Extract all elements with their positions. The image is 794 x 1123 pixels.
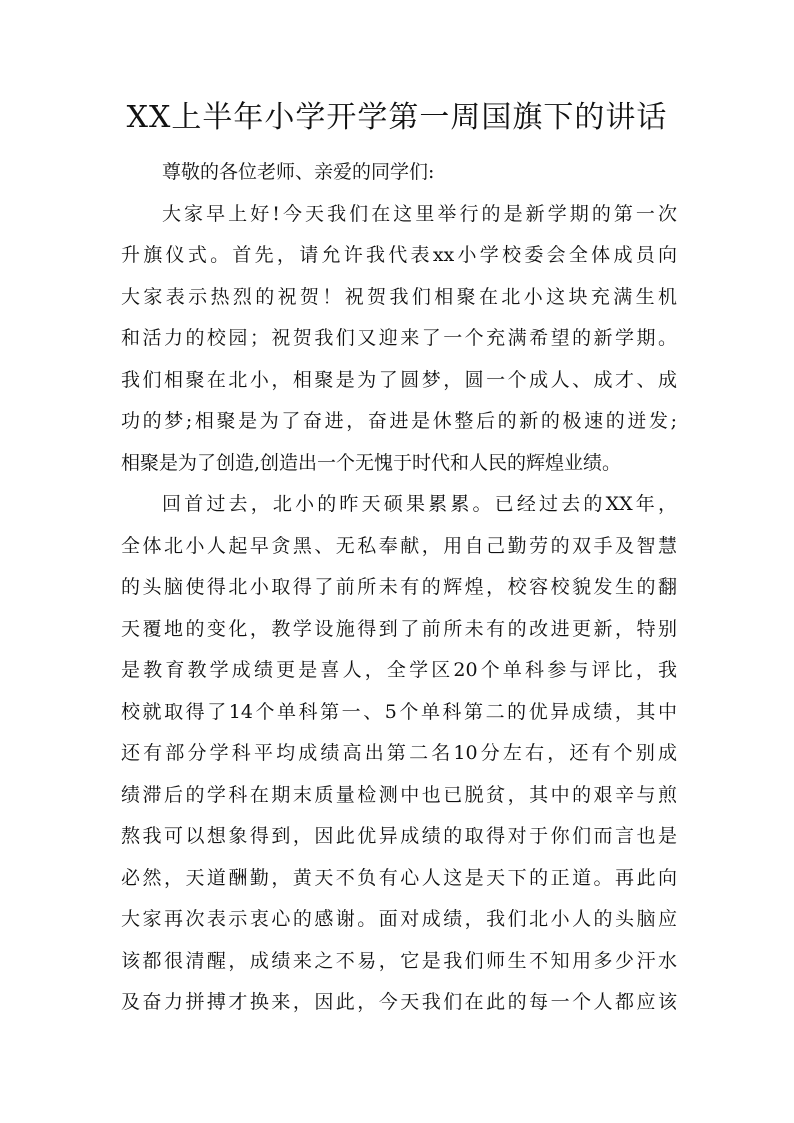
paragraph-line: 相聚是为了创造,创造出一个无愧于时代和人民的辉煌业绩。	[121, 451, 622, 474]
paragraph-line: 全体北小人起早贪黑、无私奉献，用自己勤劳的双手及智慧	[121, 534, 677, 557]
paragraph-line: 还有部分学科平均成绩高出第二名10分左右，还有个别成	[121, 742, 677, 764]
salutation-line: 尊敬的各位老师、亲爱的同学们:	[162, 161, 435, 183]
paragraph-line: 和活力的校园；祝贺我们又迎来了一个充满希望的新学期。	[121, 327, 677, 349]
paragraph-line: 的头脑使得北小取得了前所未有的辉煌，校容校貌发生的翻	[121, 576, 677, 598]
paragraph-line: 我们相聚在北小，相聚是为了圆梦，圆一个成人、成才、成	[121, 368, 677, 391]
paragraph-line: 大家表示热烈的祝贺！祝贺我们相聚在北小这块充满生机	[121, 285, 677, 308]
paragraph-line: 是教育教学成绩更是喜人，全学区20个单科参与评比，我	[121, 659, 677, 681]
paragraph-line: 必然，天道酬勤，黄天不负有心人这是天下的正道。再此向	[121, 866, 677, 889]
paragraph-line: 校就取得了14个单科第一、5个单科第二的优异成绩，其中	[121, 700, 677, 723]
paragraph-line: 该都很清醒，成绩来之不易，它是我们师生不知用多少汗水	[121, 949, 677, 972]
paragraph-line: 绩滞后的学科在期末质量检测中也已脱贫，其中的艰辛与煎	[121, 783, 677, 806]
paragraph-line: 功的梦;相聚是为了奋进，奋进是休整后的新的极速的迸发;	[121, 410, 677, 432]
paragraph-line: 大家再次表示衷心的感谢。面对成绩，我们北小人的头脑应	[121, 908, 677, 930]
document-title: XX上半年小学开学第一周国旗下的讲话	[126, 100, 668, 135]
document-body	[121, 152, 677, 1024]
paragraph-line: 回首过去，北小的昨天硕果累累。已经过去的XX年，	[162, 493, 677, 515]
paragraph-line: 升旗仪式。首先，请允许我代表xx小学校委会全体成员向	[121, 244, 677, 266]
paragraph-line: 及奋力拼搏才换来，因此，今天我们在此的每一个人都应该	[121, 991, 677, 1013]
paragraph-line: 天覆地的变化，教学设施得到了前所未有的改进更新，特别	[121, 617, 677, 640]
paragraph-line: 大家早上好!今天我们在这里举行的是新学期的第一次	[162, 202, 677, 225]
paragraph-line: 熬我可以想象得到，因此优异成绩的取得对于你们而言也是	[121, 825, 677, 847]
